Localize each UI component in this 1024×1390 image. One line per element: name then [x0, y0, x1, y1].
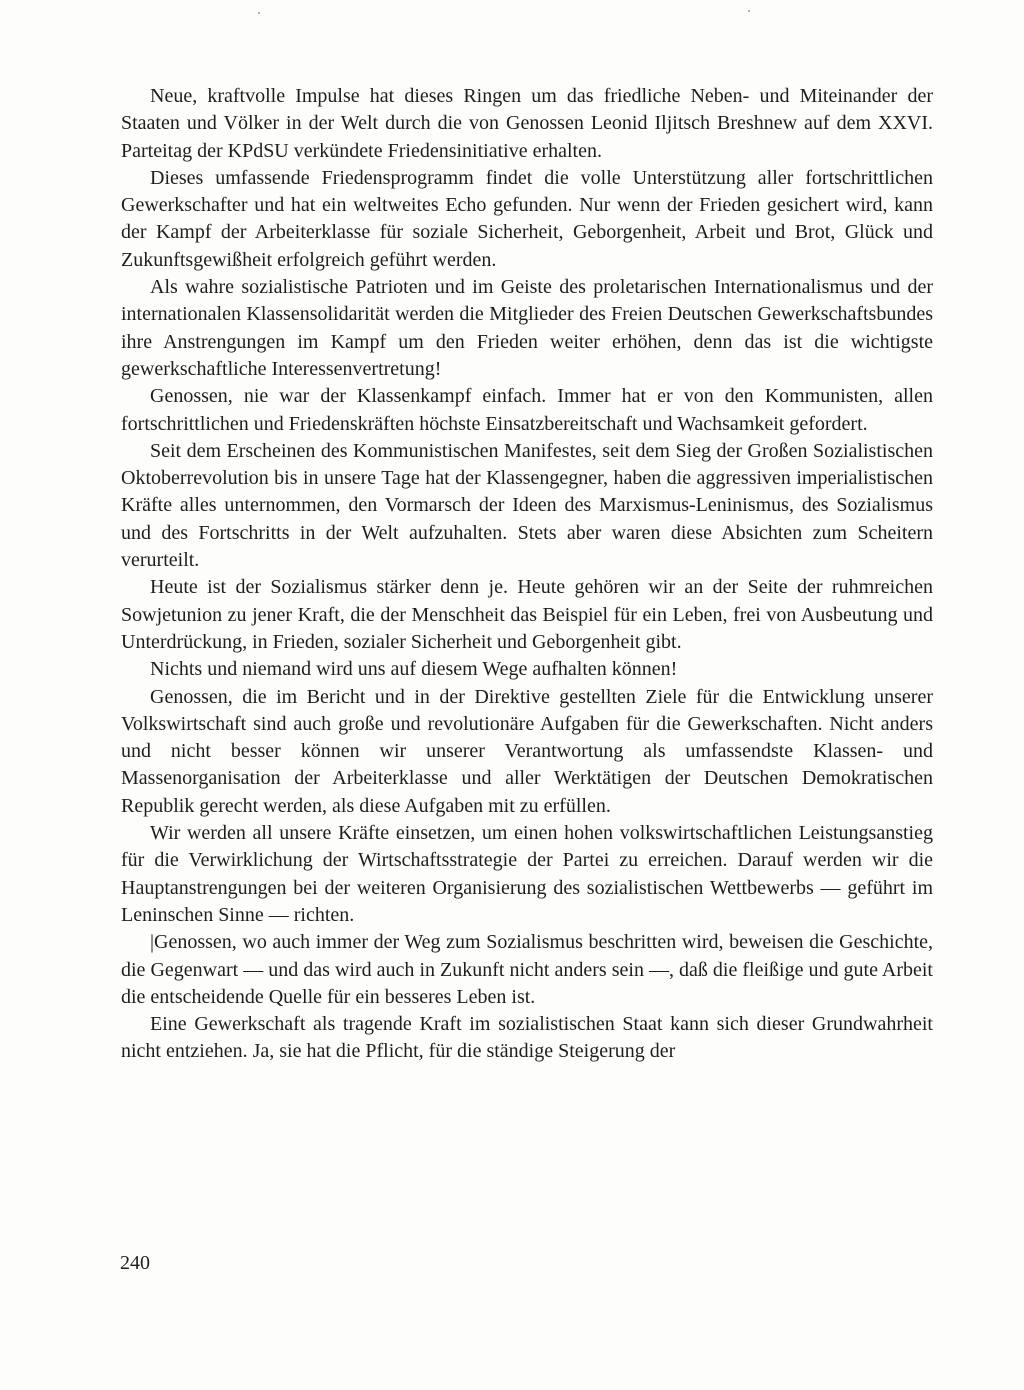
body-text — [121, 83, 933, 1066]
paragraph: Dieses umfassende Friedensprogramm findet die volle Unterstützung aller fortschrittlichen Gewerkschafter und hat ein weltweites Echo gefunden. Nur wenn der Frieden gesichert wird, kann der Kampf der Arbeiterklasse für soziale Sicherheit, Geborgenheit, Arbeit und Brot, Glück und Zukunftsgewißheit erfolgreich geführt werden. — [121, 166, 933, 271]
paragraph: Neue, kraftvolle Impulse hat dieses Ringen um das friedliche Neben- und Miteinander der Staaten und Völker in der Welt durch die von Genossen Leonid Iljitsch Breshnew auf dem XXVI. Parteitag der KPdSU verkündete Friedensinitiative erhalten. — [121, 85, 933, 162]
page-number: 240 — [120, 1252, 150, 1274]
paragraph: Als wahre sozialistische Patrioten und im Geiste des proletarischen Internationalismus und der internationalen Klassensolidarität werden die Mitglieder des Freien Deutschen Gewerkschaftsbundes ihre Anstrengungen im Kampf um den Frieden weiter erhöhen, denn das ist die wichtigste gewerkschaftliche Interessenvertretung! — [121, 276, 933, 380]
paragraph: Eine Gewerkschaft als tragende Kraft im sozialistischen Staat kann sich dieser Grundwahrheit nicht entziehen. Ja, sie hat die Pflicht, für die ständige Steigerung der — [121, 1013, 933, 1063]
scan-speck — [258, 12, 260, 14]
paragraph: Nichts und niemand wird uns auf diesem Wege aufhalten können! — [150, 658, 678, 681]
paragraph: |Genossen, wo auch immer der Weg zum Sozialismus beschritten wird, beweisen die Geschichte, die Gegenwart — und das wird auch in Zukunft nicht anders sein —, daß die fleißige und gute Arbeit die entscheidende Quelle für ein besseres Leben ist. — [121, 931, 933, 1008]
paragraph: Seit dem Erscheinen des Kommunistischen Manifestes, seit dem Sieg der Großen Sozialistischen Oktoberrevolution bis in unsere Tage hat der Klassengegner, haben die aggressiven imperialistischen Kräfte alles unternommen, den Vormarsch der Ideen des Marxismus-Leninismus, des Sozialismus und des Fortschritts in der Welt aufzuhalten. Stets aber waren diese Absichten zum Scheitern verurteilt. — [121, 439, 933, 572]
scan-speck — [748, 10, 750, 12]
paragraph: Genossen, die im Bericht und in der Direktive gestellten Ziele für die Entwicklung unserer Volkswirtschaft sind auch große und revolutionäre Aufgaben für die Gewerkschaften. Nicht anders und nicht besser können wir unserer Verantwortung als umfassendste Klassen- und Massenorganisation der Arbeiterklasse und aller Werktätigen der Deutschen Demokratischen Republik gerecht werden, als diese Aufgaben mit zu erfüllen. — [121, 685, 933, 817]
paragraph: Wir werden all unsere Kräfte einsetzen, um einen hohen volkswirtschaftlichen Leistungsanstieg für die Verwirklichung der Wirtschaftsstrategie der Partei zu erreichen. Darauf werden wir die Hauptanstrengungen bei der weiteren Organisierung des sozialistischen Wettbewerbs — geführt im Leninschen Sinne — richten. — [121, 822, 933, 926]
paragraph: Genossen, nie war der Klassenkampf einfach. Immer hat er von den Kommunisten, allen fortschrittlichen und Friedenskräften höchste Einsatzbereitschaft und Wachsamkeit gefordert. — [121, 385, 933, 435]
paragraph: Heute ist der Sozialismus stärker denn je. Heute gehören wir an der Seite der ruhmreichen Sowjetunion zu jener Kraft, die der Menschheit das Beispiel für ein Leben, frei von Ausbeutung und Unterdrückung, in Frieden, sozialer Sicherheit und Geborgenheit gibt. — [121, 576, 933, 653]
